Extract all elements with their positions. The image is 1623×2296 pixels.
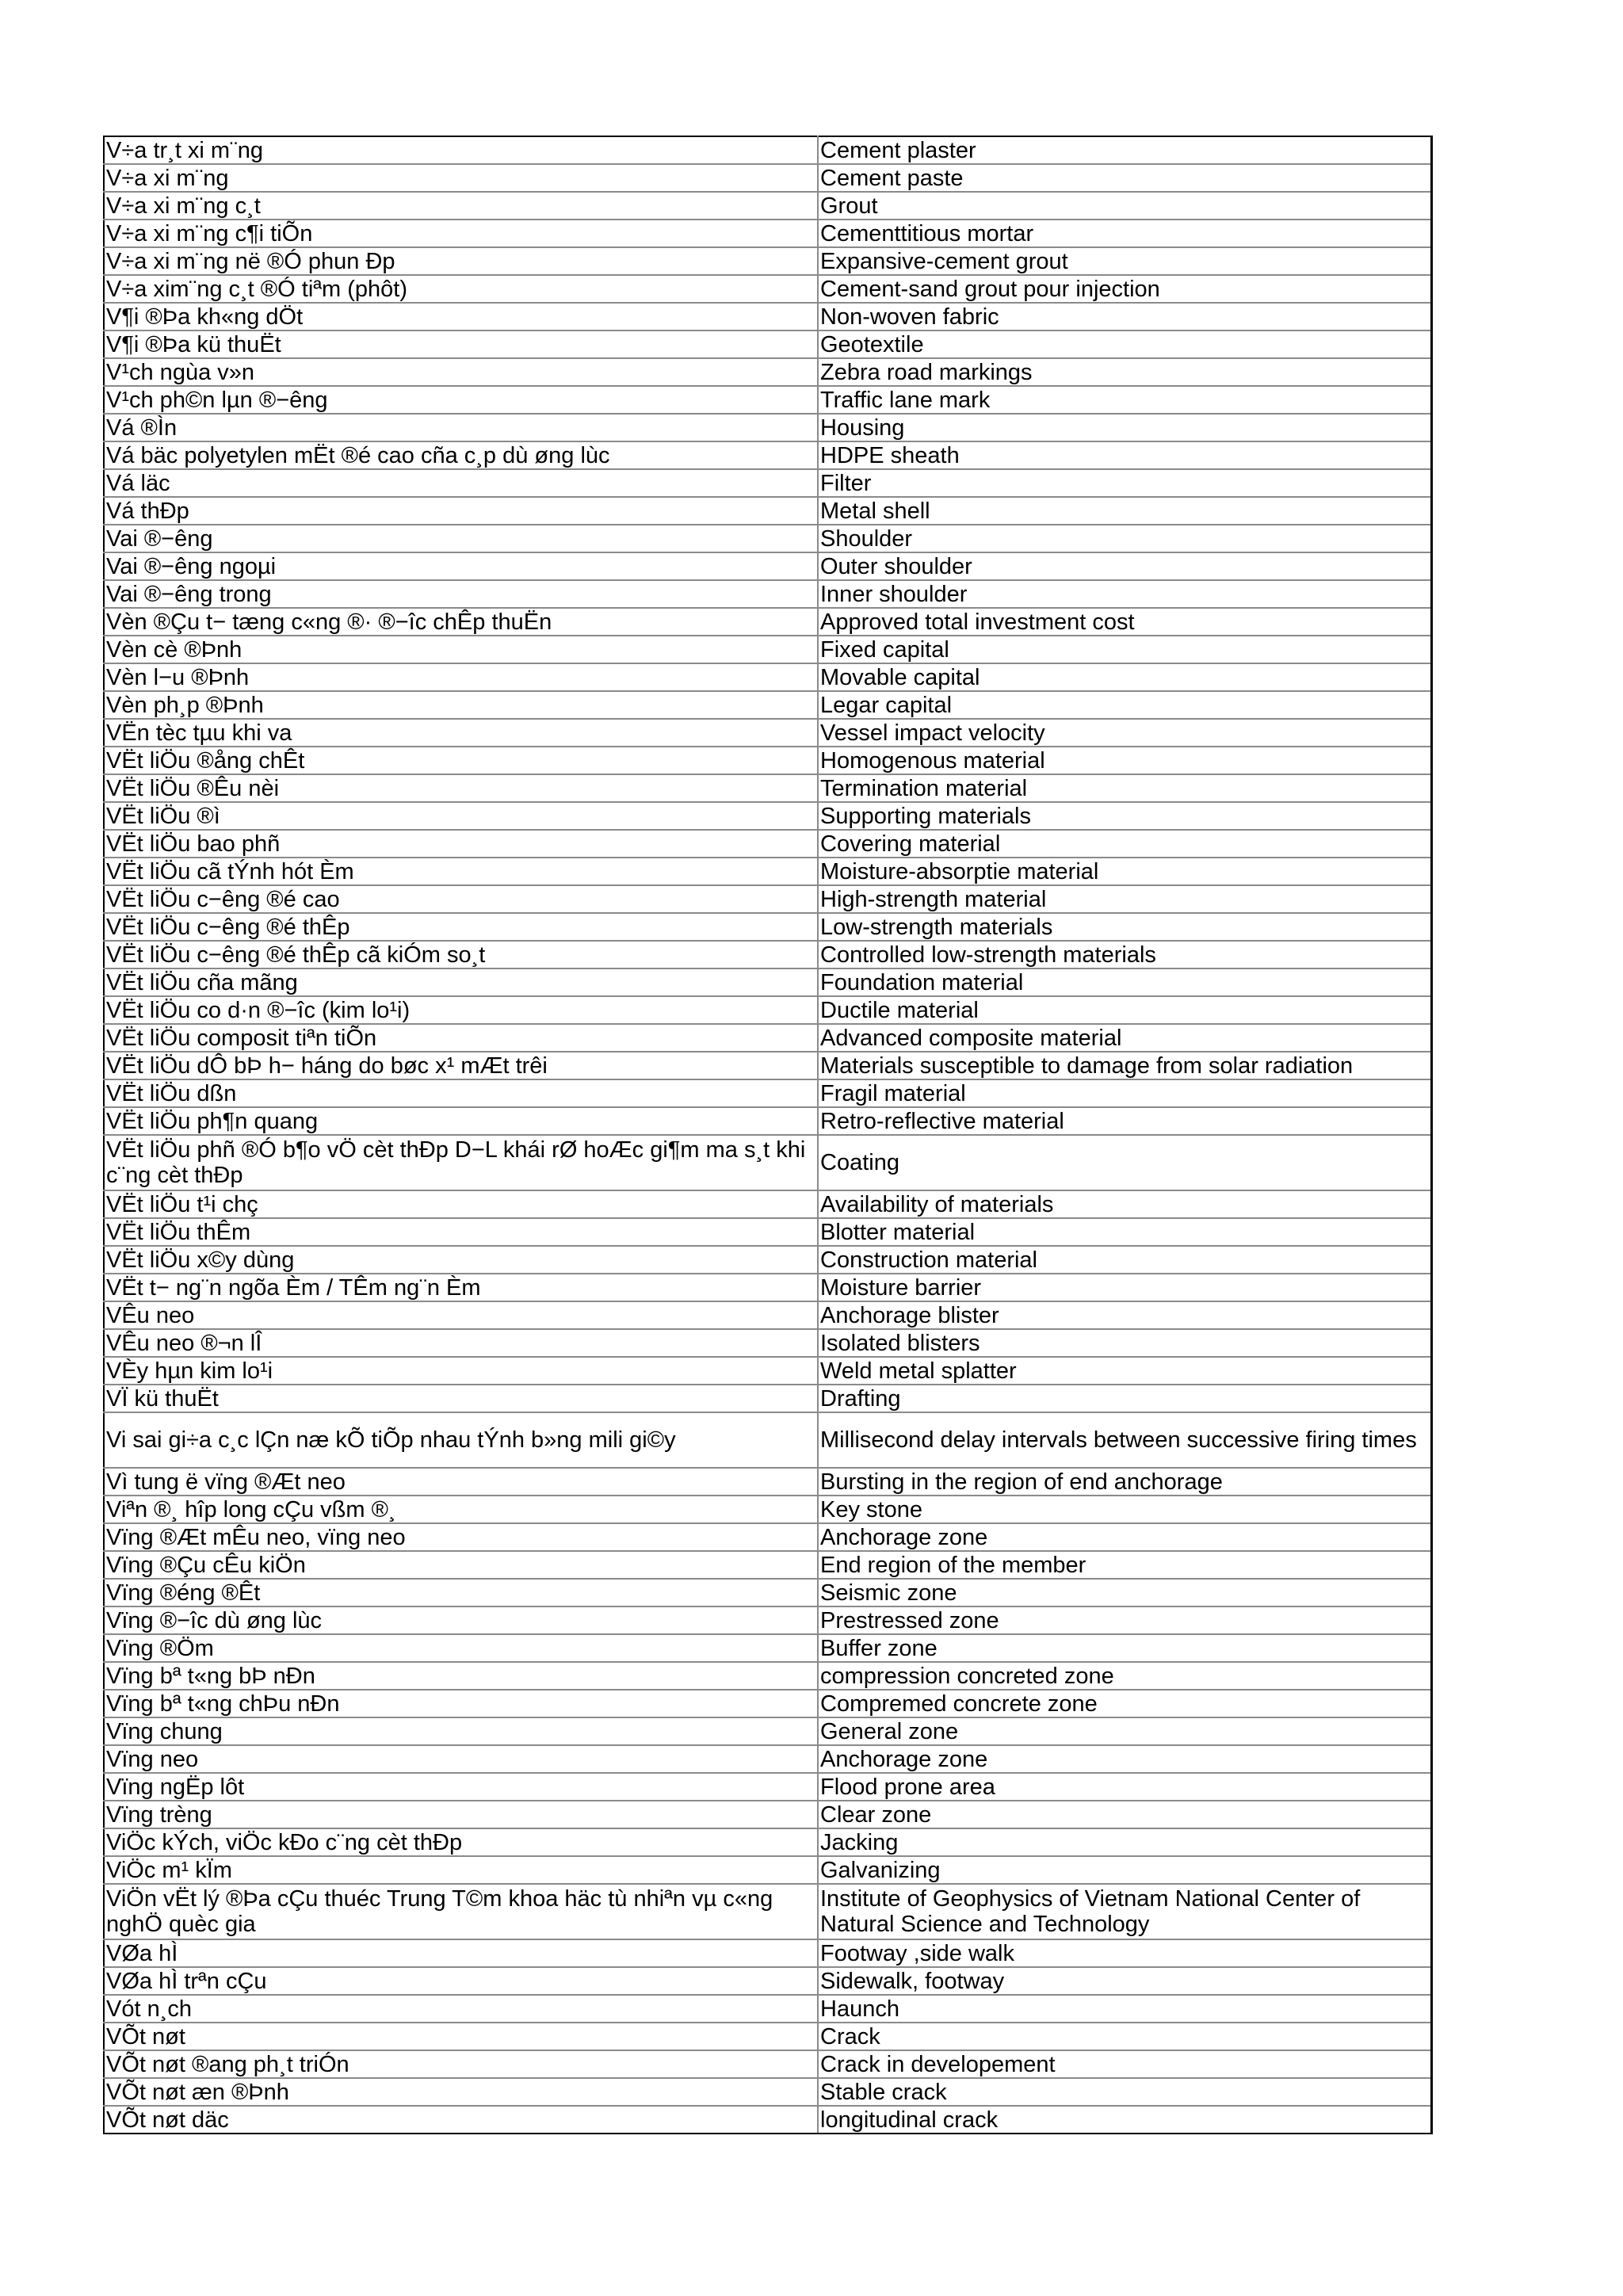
english-term-cell: Weld metal splatter xyxy=(818,1357,1431,1385)
vietnamese-term-cell: VËt liÖu cña mãng xyxy=(104,968,818,996)
vietnamese-term-cell: ViÖc m¹ kÏm xyxy=(104,1856,818,1884)
english-term-cell: Ductile material xyxy=(818,996,1431,1024)
vietnamese-term-cell: VËn tèc tµu khi va xyxy=(104,719,818,747)
english-term-cell: Legar capital xyxy=(818,691,1431,719)
vietnamese-term-cell: VËt liÖu x©y dùng xyxy=(104,1246,818,1274)
vietnamese-term-cell: Vèn l−u ®Þnh xyxy=(104,663,818,691)
vietnamese-term-cell: VËt liÖu ®ång chÊt xyxy=(104,747,818,774)
vietnamese-term-cell: VËt liÖu c−êng ®é thÊp xyxy=(104,913,818,941)
english-term-cell: Moisture-absorptie material xyxy=(818,858,1431,885)
english-term-cell: Footway ,side walk xyxy=(818,1939,1431,1967)
vietnamese-term-cell: VØa hÌ xyxy=(104,1939,818,1967)
vietnamese-term-cell: VÊu neo xyxy=(104,1301,818,1329)
table-row xyxy=(104,719,1431,747)
vietnamese-term-cell: VØa hÌ trªn cÇu xyxy=(104,1967,818,1995)
english-term-cell: Availability of materials xyxy=(818,1190,1431,1218)
vietnamese-term-cell: VËt t− ng¨n ngõa Èm / TÊm ng¨n Èm xyxy=(104,1274,818,1301)
english-term-cell: Anchorage zone xyxy=(818,1523,1431,1551)
english-term-cell: Institute of Geophysics of Vietnam National Center of Natural Science and Technology xyxy=(818,1884,1431,1939)
vietnamese-term-cell: Vót n¸ch xyxy=(104,1995,818,2023)
vietnamese-term-cell: Vèn ®Çu t− tæng c«ng ®· ®−îc chÊp thuËn xyxy=(104,608,818,636)
table-row xyxy=(104,636,1431,663)
english-term-cell: Traffic lane mark xyxy=(818,386,1431,414)
vietnamese-term-cell: V÷a xi m¨ng c¶i tiÕn xyxy=(104,220,818,247)
table-row xyxy=(104,525,1431,552)
vietnamese-term-cell: VËt liÖu ®ì xyxy=(104,802,818,830)
english-term-cell: Sidewalk, footway xyxy=(818,1967,1431,1995)
english-term-cell: Haunch xyxy=(818,1995,1431,2023)
table-row xyxy=(104,1329,1431,1357)
vietnamese-term-cell: V÷a xim¨ng c¸t ®Ó tiªm (phôt) xyxy=(104,275,818,303)
english-term-cell: compression concreted zone xyxy=(818,1662,1431,1690)
english-term-cell: High-strength material xyxy=(818,885,1431,913)
vietnamese-term-cell: Vai ®−êng ngoµi xyxy=(104,552,818,580)
english-term-cell: Isolated blisters xyxy=(818,1329,1431,1357)
table-row xyxy=(104,1856,1431,1884)
vietnamese-term-cell: V¹ch ngùa v»n xyxy=(104,358,818,386)
table-row xyxy=(104,1357,1431,1385)
vietnamese-term-cell: VÕt nøt xyxy=(104,2023,818,2050)
vietnamese-term-cell: Vïng ®éng ®Êt xyxy=(104,1579,818,1606)
english-term-cell: Grout xyxy=(818,192,1431,220)
table-row xyxy=(104,1579,1431,1606)
vietnamese-term-cell: VËt liÖu phñ ®Ó b¶o vÖ cèt thÐp D−L khái rØ hoÆc gi¶m ma s¸t khi c¨ng cèt thÐp xyxy=(104,1135,818,1190)
vietnamese-term-cell: VËt liÖu thÊm xyxy=(104,1218,818,1246)
vietnamese-term-cell: Vïng trèng xyxy=(104,1801,818,1828)
vietnamese-term-cell: Vïng ®Æt mÊu neo, vïng neo xyxy=(104,1523,818,1551)
table-row xyxy=(104,386,1431,414)
table-row xyxy=(104,330,1431,358)
table-row xyxy=(104,1301,1431,1329)
english-term-cell: Bursting in the region of end anchorage xyxy=(818,1468,1431,1496)
english-term-cell: Fixed capital xyxy=(818,636,1431,663)
vietnamese-term-cell: Vïng ®Çu cÊu kiÖn xyxy=(104,1551,818,1579)
english-term-cell: Anchorage zone xyxy=(818,1745,1431,1773)
table-row xyxy=(104,1967,1431,1995)
table-row xyxy=(104,608,1431,636)
table-row xyxy=(104,275,1431,303)
english-term-cell: Covering material xyxy=(818,830,1431,858)
english-term-cell: Filter xyxy=(818,469,1431,497)
table-row xyxy=(104,1079,1431,1107)
vietnamese-term-cell: Vïng ®Öm xyxy=(104,1634,818,1662)
table-row xyxy=(104,1107,1431,1135)
table-row xyxy=(104,802,1431,830)
english-term-cell: Inner shoulder xyxy=(818,580,1431,608)
table-row xyxy=(104,2050,1431,2078)
vietnamese-term-cell: VÏ kü thuËt xyxy=(104,1385,818,1412)
english-term-cell: Foundation material xyxy=(818,968,1431,996)
english-term-cell: Materials susceptible to damage from solar radiation xyxy=(818,1052,1431,1079)
vietnamese-term-cell: VËt liÖu ph¶n quang xyxy=(104,1107,818,1135)
table-row xyxy=(104,247,1431,275)
english-term-cell: Expansive-cement grout xyxy=(818,247,1431,275)
table-row xyxy=(104,968,1431,996)
english-term-cell: Vessel impact velocity xyxy=(818,719,1431,747)
vietnamese-term-cell: V¶i ®Þa kü thuËt xyxy=(104,330,818,358)
table-row xyxy=(104,941,1431,968)
english-term-cell: Stable crack xyxy=(818,2078,1431,2106)
english-term-cell: Fragil material xyxy=(818,1079,1431,1107)
english-term-cell: Crack in developement xyxy=(818,2050,1431,2078)
english-term-cell: Anchorage blister xyxy=(818,1301,1431,1329)
english-term-cell: Blotter material xyxy=(818,1218,1431,1246)
vietnamese-term-cell: ViÖn vËt lý ®Þa cÇu thuéc Trung T©m khoa häc tù nhiªn vµ c«ng nghÖ quèc gia xyxy=(104,1884,818,1939)
english-term-cell: End region of the member xyxy=(818,1551,1431,1579)
glossary-body xyxy=(104,136,1431,2134)
english-term-cell: Buffer zone xyxy=(818,1634,1431,1662)
vietnamese-term-cell: V÷a xi m¨ng në ®Ó phun Ðp xyxy=(104,247,818,275)
english-term-cell: Flood prone area xyxy=(818,1773,1431,1801)
table-row xyxy=(104,441,1431,469)
table-row xyxy=(104,996,1431,1024)
english-term-cell: HDPE sheath xyxy=(818,441,1431,469)
table-row xyxy=(104,220,1431,247)
table-row xyxy=(104,1773,1431,1801)
table-row xyxy=(104,1135,1431,1190)
table-row xyxy=(104,1218,1431,1246)
table-row xyxy=(104,469,1431,497)
table-row xyxy=(104,1606,1431,1634)
vietnamese-term-cell: Vïng bª t«ng chÞu nÐn xyxy=(104,1690,818,1717)
vietnamese-term-cell: VÕt nøt æn ®Þnh xyxy=(104,2078,818,2106)
table-row xyxy=(104,663,1431,691)
table-row xyxy=(104,1523,1431,1551)
vietnamese-term-cell: VËt liÖu dÔ bÞ h− háng do bøc x¹ mÆt trêi xyxy=(104,1052,818,1079)
table-row xyxy=(104,2078,1431,2106)
english-term-cell: Seismic zone xyxy=(818,1579,1431,1606)
english-term-cell: Prestressed zone xyxy=(818,1606,1431,1634)
vietnamese-term-cell: Vïng ngËp lôt xyxy=(104,1773,818,1801)
english-term-cell: Approved total investment cost xyxy=(818,608,1431,636)
table-row xyxy=(104,1717,1431,1745)
english-term-cell: Coating xyxy=(818,1135,1431,1190)
table-row xyxy=(104,830,1431,858)
vietnamese-term-cell: Vi sai gi÷a c¸c lÇn næ kÕ tiÕp nhau tÝnh b»ng mili gi©y xyxy=(104,1412,818,1468)
vietnamese-term-cell: Vïng neo xyxy=(104,1745,818,1773)
table-row xyxy=(104,1690,1431,1717)
table-row xyxy=(104,858,1431,885)
english-term-cell: Advanced composite material xyxy=(818,1024,1431,1052)
table-row xyxy=(104,192,1431,220)
vietnamese-term-cell: Vïng bª t«ng bÞ nÐn xyxy=(104,1662,818,1690)
table-row xyxy=(104,747,1431,774)
english-term-cell: Low-strength materials xyxy=(818,913,1431,941)
english-term-cell: Retro-reflective material xyxy=(818,1107,1431,1135)
table-row xyxy=(104,1496,1431,1523)
vietnamese-term-cell: ViÖc kÝch, viÖc kÐo c¨ng cèt thÐp xyxy=(104,1828,818,1856)
table-row xyxy=(104,1828,1431,1856)
vietnamese-term-cell: VËt liÖu t¹i chç xyxy=(104,1190,818,1218)
table-row xyxy=(104,885,1431,913)
glossary-table xyxy=(103,136,1433,2134)
english-term-cell: Metal shell xyxy=(818,497,1431,525)
english-term-cell: Supporting materials xyxy=(818,802,1431,830)
table-row xyxy=(104,1884,1431,1939)
table-row xyxy=(104,2023,1431,2050)
vietnamese-term-cell: V¹ch ph©n lµn ®−êng xyxy=(104,386,818,414)
vietnamese-term-cell: Vá thÐp xyxy=(104,497,818,525)
vietnamese-term-cell: Vèn cè ®Þnh xyxy=(104,636,818,663)
table-row xyxy=(104,1468,1431,1496)
vietnamese-term-cell: V÷a xi m¨ng c¸t xyxy=(104,192,818,220)
table-row xyxy=(104,2106,1431,2134)
vietnamese-term-cell: VËt liÖu c−êng ®é thÊp cã kiÓm so¸t xyxy=(104,941,818,968)
english-term-cell: Jacking xyxy=(818,1828,1431,1856)
english-term-cell: Zebra road markings xyxy=(818,358,1431,386)
table-row xyxy=(104,1385,1431,1412)
vietnamese-term-cell: Vá bäc polyetylen mËt ®é cao cña c¸p dù øng lùc xyxy=(104,441,818,469)
vietnamese-term-cell: VËt liÖu dßn xyxy=(104,1079,818,1107)
table-row xyxy=(104,1634,1431,1662)
english-term-cell: Clear zone xyxy=(818,1801,1431,1828)
vietnamese-term-cell: VÊu neo ®¬n lÎ xyxy=(104,1329,818,1357)
table-row xyxy=(104,1939,1431,1967)
vietnamese-term-cell: Vïng chung xyxy=(104,1717,818,1745)
vietnamese-term-cell: Vïng ®−îc dù øng lùc xyxy=(104,1606,818,1634)
table-row xyxy=(104,497,1431,525)
table-row xyxy=(104,1190,1431,1218)
english-term-cell: Moisture barrier xyxy=(818,1274,1431,1301)
vietnamese-term-cell: V÷a xi m¨ng xyxy=(104,164,818,192)
english-term-cell: Non-woven fabric xyxy=(818,303,1431,330)
table-row xyxy=(104,913,1431,941)
english-term-cell: Cementtitious mortar xyxy=(818,220,1431,247)
table-row xyxy=(104,580,1431,608)
english-term-cell: Millisecond delay intervals between successive firing times xyxy=(818,1412,1431,1468)
table-row xyxy=(104,1246,1431,1274)
table-row xyxy=(104,1052,1431,1079)
english-term-cell: Controlled low-strength materials xyxy=(818,941,1431,968)
table-row xyxy=(104,1801,1431,1828)
table-row xyxy=(104,691,1431,719)
table-row xyxy=(104,1995,1431,2023)
table-row xyxy=(104,1745,1431,1773)
vietnamese-term-cell: Vì tung ë vïng ®Æt neo xyxy=(104,1468,818,1496)
english-term-cell: Cement-sand grout pour injection xyxy=(818,275,1431,303)
vietnamese-term-cell: Viªn ®¸ hîp long cÇu vßm ®¸ xyxy=(104,1496,818,1523)
table-row xyxy=(104,1412,1431,1468)
english-term-cell: Shoulder xyxy=(818,525,1431,552)
table-row xyxy=(104,1551,1431,1579)
vietnamese-term-cell: VËt liÖu c−êng ®é cao xyxy=(104,885,818,913)
table-row xyxy=(104,774,1431,802)
table-row xyxy=(104,164,1431,192)
table-row xyxy=(104,358,1431,386)
english-term-cell: Movable capital xyxy=(818,663,1431,691)
english-term-cell: Cement plaster xyxy=(818,136,1431,164)
english-term-cell: Key stone xyxy=(818,1496,1431,1523)
vietnamese-term-cell: V¶i ®Þa kh«ng dÖt xyxy=(104,303,818,330)
table-row xyxy=(104,303,1431,330)
english-term-cell: General zone xyxy=(818,1717,1431,1745)
table-row xyxy=(104,552,1431,580)
vietnamese-term-cell: VËt liÖu ®Êu nèi xyxy=(104,774,818,802)
table-row xyxy=(104,1274,1431,1301)
english-term-cell: Termination material xyxy=(818,774,1431,802)
vietnamese-term-cell: Vai ®−êng trong xyxy=(104,580,818,608)
vietnamese-term-cell: Vai ®−êng xyxy=(104,525,818,552)
english-term-cell: longitudinal crack xyxy=(818,2106,1431,2134)
english-term-cell: Galvanizing xyxy=(818,1856,1431,1884)
table-row xyxy=(104,136,1431,164)
vietnamese-term-cell: VËt liÖu co d·n ®−îc (kim lo¹i) xyxy=(104,996,818,1024)
english-term-cell: Homogenous material xyxy=(818,747,1431,774)
english-term-cell: Outer shoulder xyxy=(818,552,1431,580)
english-term-cell: Crack xyxy=(818,2023,1431,2050)
vietnamese-term-cell: Vá ®Ìn xyxy=(104,414,818,441)
english-term-cell: Housing xyxy=(818,414,1431,441)
table-row xyxy=(104,1024,1431,1052)
english-term-cell: Geotextile xyxy=(818,330,1431,358)
table-row xyxy=(104,414,1431,441)
table-row xyxy=(104,1662,1431,1690)
vietnamese-term-cell: VÕt nøt däc xyxy=(104,2106,818,2134)
english-term-cell: Compremed concrete zone xyxy=(818,1690,1431,1717)
vietnamese-term-cell: Vèn ph¸p ®Þnh xyxy=(104,691,818,719)
vietnamese-term-cell: Vá läc xyxy=(104,469,818,497)
english-term-cell: Construction material xyxy=(818,1246,1431,1274)
vietnamese-term-cell: VËt liÖu composit tiªn tiÕn xyxy=(104,1024,818,1052)
vietnamese-term-cell: VÕt nøt ®ang ph¸t triÓn xyxy=(104,2050,818,2078)
vietnamese-term-cell: VËt liÖu bao phñ xyxy=(104,830,818,858)
vietnamese-term-cell: V÷a tr¸t xi m¨ng xyxy=(104,136,818,164)
english-term-cell: Drafting xyxy=(818,1385,1431,1412)
english-term-cell: Cement paste xyxy=(818,164,1431,192)
vietnamese-term-cell: VËt liÖu cã tÝnh hót Èm xyxy=(104,858,818,885)
vietnamese-term-cell: VÈy hµn kim lo¹i xyxy=(104,1357,818,1385)
